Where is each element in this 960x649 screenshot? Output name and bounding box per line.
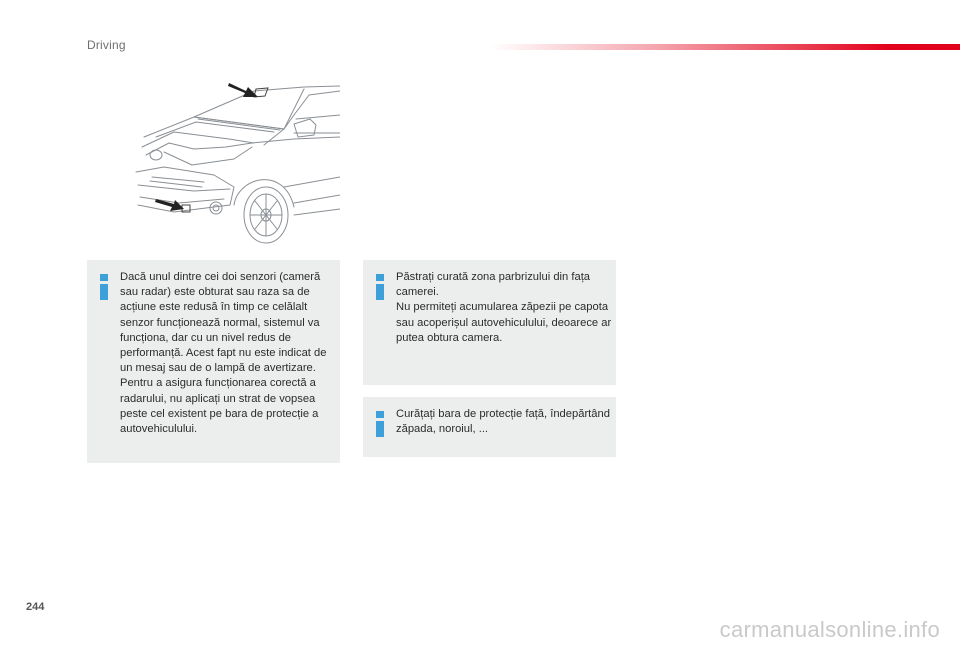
note-box-sensors <box>87 260 340 463</box>
info-icon <box>376 411 384 437</box>
van-illustration <box>134 77 340 247</box>
watermark: carmanualsonline.info <box>719 617 940 642</box>
info-icon <box>100 274 108 300</box>
note-text-sensors: Dacă unul dintre cei doi senzori (cameră sau radar) este obturat sau raza sa de acțiune este redusă în timp ce celălalt senzor funcționează normal, sistemul va funcționa, dar cu un nivel redus de performanță. Acest fapt nu este indicat de un mesaj sau de o lampă de avertizare. Pentru a asigura funcționarea corectă a radarului, nu aplicați un strat de vopsea peste cel existent pe bara de protecție a autovehiculului. <box>120 271 327 436</box>
note-text-bumper: Curățați bara de protecție față, îndepărtând zăpada, noroiul, ... <box>396 408 610 436</box>
note-box-bumper <box>363 397 616 457</box>
note-text-windshield: Păstrați curată zona parbrizului din fața camerei. Nu permiteți acumularea zăpezii pe capota sau acoperișul autovehiculului, deoarece ar putea obtura camera. <box>396 271 612 344</box>
header-accent-bar <box>490 44 960 50</box>
page-number: 244 <box>26 601 45 613</box>
note-box-windshield <box>363 260 616 385</box>
section-title: Driving <box>87 38 126 52</box>
info-icon <box>376 274 384 300</box>
camera-arrow-icon <box>228 83 258 97</box>
